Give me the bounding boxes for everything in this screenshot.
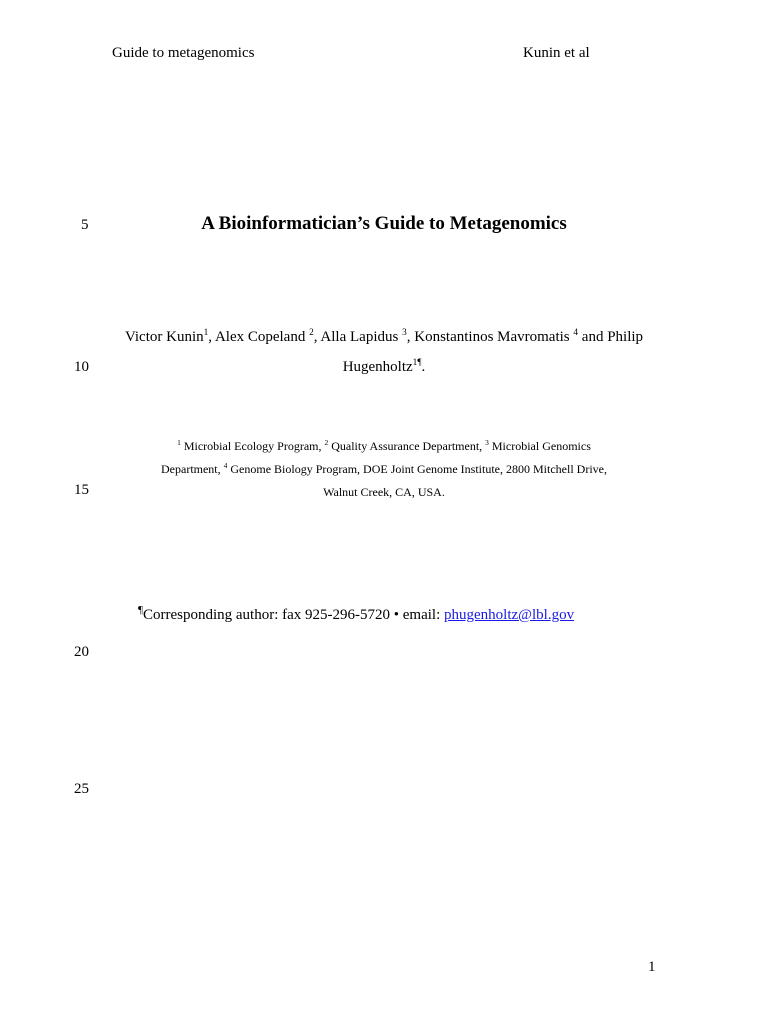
author-line-1 <box>0 329 768 346</box>
author-name: , Konstantinos Mavromatis <box>406 329 574 345</box>
paper-title: A Bioinformatician’s Guide to Metagenomics <box>201 213 567 234</box>
affiliation-line-1 <box>0 439 768 454</box>
author-name: Hugenholtz <box>342 359 413 375</box>
affiliation-marker: 4 <box>573 328 579 338</box>
affiliation-text: Genome Biology Program, DOE Joint Genome Institute, 2800 Mitchell Drive, <box>227 462 607 476</box>
author-name: and Philip <box>578 329 644 345</box>
corresponding-author <box>138 604 575 624</box>
pilcrow-mark: ¶ <box>138 604 143 616</box>
affiliation-text: Microbial Ecology Program, <box>180 439 325 453</box>
author-name: Victor Kunin <box>124 329 204 345</box>
line-number: 15 <box>74 482 89 498</box>
affiliation-text: Microbial Genomics <box>488 439 591 453</box>
affiliation-marker: 1¶ <box>412 358 422 368</box>
author-name: , Alla Lapidus <box>313 329 403 345</box>
affiliation-marker: 1 <box>177 438 181 447</box>
running-authors: Kunin et al <box>523 45 590 61</box>
affiliation-marker: 4 <box>223 461 228 470</box>
page-number: 1 <box>648 959 656 975</box>
affiliation-marker: 3 <box>485 438 489 447</box>
line-number: 20 <box>74 644 89 660</box>
affiliation-line-2 <box>0 462 768 477</box>
affiliation-marker: 2 <box>309 328 314 338</box>
running-title: Guide to metagenomics <box>112 45 255 61</box>
line-number: 10 <box>74 359 89 375</box>
affiliation-marker: 1 <box>203 328 209 338</box>
author-line-end: . <box>421 359 426 375</box>
affiliation-marker: 2 <box>324 438 329 447</box>
line-number: 5 <box>81 217 89 233</box>
corresponding-text: Corresponding author: fax 925-296-5720 • email: <box>142 607 445 623</box>
line-number: 25 <box>74 781 89 797</box>
affiliation-line-3: Walnut Creek, CA, USA. <box>323 485 445 499</box>
email-link[interactable]: phugenholtz@lbl.gov <box>444 607 575 623</box>
author-line-2 <box>0 359 768 376</box>
affiliation-text: Quality Assurance Department, <box>328 439 486 453</box>
author-name: , Alex Copeland <box>208 329 310 345</box>
affiliation-text: Department, <box>161 462 224 476</box>
affiliation-marker: 3 <box>402 328 407 338</box>
